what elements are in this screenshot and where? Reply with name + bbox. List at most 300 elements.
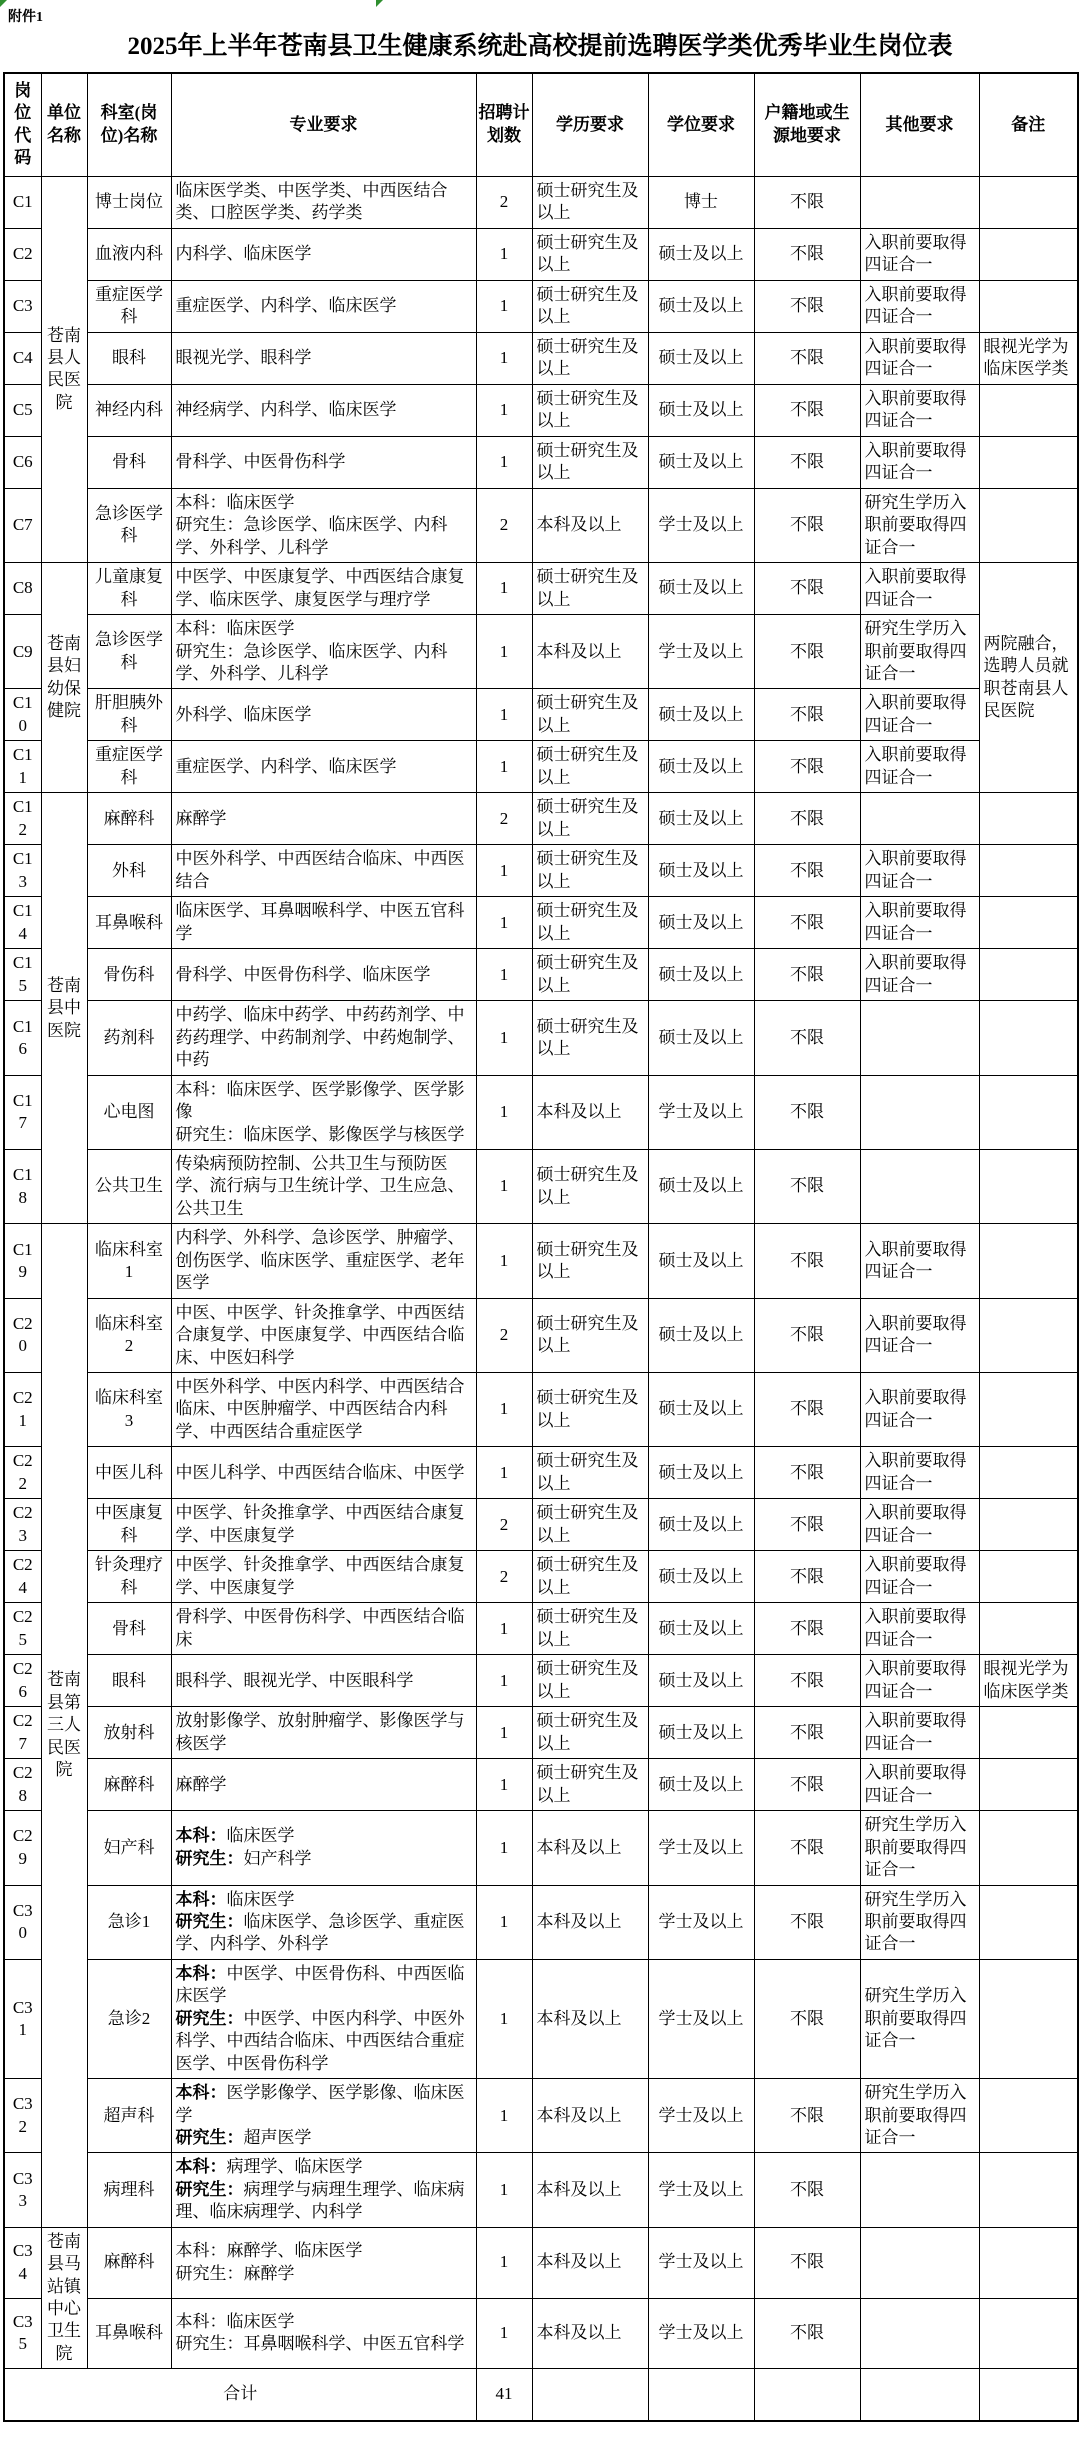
cell-edu-req: 本科及以上	[532, 488, 648, 562]
cell-degree-req: 硕士及以上	[648, 1372, 754, 1446]
cell-position-code: C4	[4, 332, 41, 384]
cell-residency-req: 不限	[754, 1224, 860, 1298]
cell-residency-req: 不限	[754, 1551, 860, 1603]
cell-position-code: C20	[4, 1298, 41, 1372]
table-row	[4, 2298, 1078, 2369]
cell-other-req: 入职前要取得四证合一	[860, 563, 979, 615]
cell-other-req: 入职前要取得四证合一	[860, 741, 979, 793]
cell-dept-name: 急诊医学科	[87, 615, 171, 689]
cell-degree-req: 硕士及以上	[648, 1447, 754, 1499]
cell-majors: 中医学、中医康复学、中西医结合康复学、临床医学、康复医学与理疗学	[171, 563, 476, 615]
cell-plan-count: 1	[476, 1959, 532, 2078]
cell-position-code: C17	[4, 1075, 41, 1149]
cell-plan-count: 1	[476, 2298, 532, 2369]
table-row	[4, 1001, 1078, 1075]
cell-remark	[979, 384, 1078, 436]
cell-position-code: C32	[4, 2079, 41, 2153]
cell-remark	[979, 2079, 1078, 2153]
cell-dept-name: 血液内科	[87, 228, 171, 280]
cell-degree-req: 硕士及以上	[648, 1001, 754, 1075]
cell-remark	[979, 793, 1078, 845]
col-header-residency: 户籍地或生源地要求	[754, 73, 860, 176]
total-residency	[754, 2369, 860, 2421]
cell-dept-name: 急诊2	[87, 1959, 171, 2078]
cell-position-code: C22	[4, 1447, 41, 1499]
cell-residency-req: 不限	[754, 2227, 860, 2298]
cell-position-code: C10	[4, 689, 41, 741]
cell-remark	[979, 1298, 1078, 1372]
cell-degree-req: 硕士及以上	[648, 1551, 754, 1603]
cell-dept-name: 临床科室2	[87, 1298, 171, 1372]
cell-plan-count: 1	[476, 1759, 532, 1811]
cell-remark	[979, 1224, 1078, 1298]
cell-remark	[979, 1499, 1078, 1551]
cell-residency-req: 不限	[754, 2153, 860, 2227]
cell-unit-name: 苍南县中医院	[41, 793, 87, 1224]
cell-majors: 骨科学、中医骨伤科学	[171, 436, 476, 488]
cell-plan-count: 1	[476, 689, 532, 741]
cell-plan-count: 1	[476, 436, 532, 488]
cell-remark	[979, 436, 1078, 488]
cell-degree-req: 学士及以上	[648, 615, 754, 689]
table-row	[4, 1603, 1078, 1655]
cell-other-req: 入职前要取得四证合一	[860, 332, 979, 384]
cell-edu-req: 硕士研究生及以上	[532, 689, 648, 741]
cell-other-req: 研究生学历入职前要取得四证合一	[860, 2079, 979, 2153]
cell-degree-req: 硕士及以上	[648, 1224, 754, 1298]
cell-other-req: 研究生学历入职前要取得四证合一	[860, 615, 979, 689]
cell-residency-req: 不限	[754, 563, 860, 615]
cell-edu-req: 硕士研究生及以上	[532, 741, 648, 793]
cell-plan-count: 1	[476, 1655, 532, 1707]
cell-residency-req: 不限	[754, 897, 860, 949]
cell-plan-count: 1	[476, 332, 532, 384]
col-header-edu: 学历要求	[532, 73, 648, 176]
cell-majors: 本科：医学影像学、医学影像、临床医学 研究生：超声医学	[171, 2079, 476, 2153]
cell-unit-name: 苍南县妇幼保健院	[41, 563, 87, 793]
table-row	[4, 689, 1078, 741]
cell-other-req	[860, 1075, 979, 1149]
cell-plan-count: 1	[476, 741, 532, 793]
cell-other-req	[860, 2227, 979, 2298]
cell-dept-name: 临床科室3	[87, 1372, 171, 1446]
cell-position-code: C30	[4, 1885, 41, 1959]
table-row	[4, 436, 1078, 488]
cell-degree-req: 硕士及以上	[648, 949, 754, 1001]
table-row	[4, 1885, 1078, 1959]
cell-position-code: C15	[4, 949, 41, 1001]
table-row	[4, 384, 1078, 436]
cell-edu-req: 本科及以上	[532, 1075, 648, 1149]
cell-dept-name: 放射科	[87, 1707, 171, 1759]
cell-dept-name: 公共卫生	[87, 1150, 171, 1224]
cell-degree-req: 学士及以上	[648, 2298, 754, 2369]
cell-majors: 本科：麻醉学、临床医学 研究生：麻醉学	[171, 2227, 476, 2298]
cell-position-code: C31	[4, 1959, 41, 2078]
cell-remark: 两院融合，选聘人员就职苍南县人民医院	[979, 563, 1078, 793]
cell-edu-req: 硕士研究生及以上	[532, 1298, 648, 1372]
cell-majors: 放射影像学、放射肿瘤学、影像医学与核医学	[171, 1707, 476, 1759]
cell-majors: 内科学、外科学、急诊医学、肿瘤学、创伤医学、临床医学、重症医学、老年医学	[171, 1224, 476, 1298]
cell-edu-req: 本科及以上	[532, 2079, 648, 2153]
cell-dept-name: 急诊医学科	[87, 488, 171, 562]
cell-remark	[979, 2153, 1078, 2227]
cell-degree-req: 硕士及以上	[648, 1298, 754, 1372]
cell-position-code: C29	[4, 1811, 41, 1885]
cell-dept-name: 神经内科	[87, 384, 171, 436]
cell-position-code: C13	[4, 845, 41, 897]
cell-dept-name: 骨科	[87, 1603, 171, 1655]
header-row	[4, 73, 1078, 176]
cell-other-req: 入职前要取得四证合一	[860, 228, 979, 280]
cell-remark	[979, 1959, 1078, 2078]
table-row	[4, 1811, 1078, 1885]
cell-residency-req: 不限	[754, 741, 860, 793]
cell-majors: 临床医学类、中医学类、中西医结合类、口腔医学类、药学类	[171, 176, 476, 228]
col-header-remark: 备注	[979, 73, 1078, 176]
table-row	[4, 176, 1078, 228]
cell-edu-req: 硕士研究生及以上	[532, 332, 648, 384]
cell-remark	[979, 1885, 1078, 1959]
table-row	[4, 2079, 1078, 2153]
table-row	[4, 615, 1078, 689]
cell-position-code: C24	[4, 1551, 41, 1603]
total-edu	[532, 2369, 648, 2421]
col-header-unit: 单位名称	[41, 73, 87, 176]
cell-position-code: C34	[4, 2227, 41, 2298]
cell-other-req: 入职前要取得四证合一	[860, 1372, 979, 1446]
cell-degree-req: 硕士及以上	[648, 228, 754, 280]
cell-plan-count: 2	[476, 1499, 532, 1551]
cell-dept-name: 中医儿科	[87, 1447, 171, 1499]
cell-majors: 麻醉学	[171, 1759, 476, 1811]
cell-degree-req: 学士及以上	[648, 1959, 754, 2078]
cell-edu-req: 硕士研究生及以上	[532, 845, 648, 897]
col-header-majors: 专业要求	[171, 73, 476, 176]
total-degree	[648, 2369, 754, 2421]
cell-residency-req: 不限	[754, 2079, 860, 2153]
table-row	[4, 1298, 1078, 1372]
cell-degree-req: 硕士及以上	[648, 845, 754, 897]
cell-other-req: 研究生学历入职前要取得四证合一	[860, 488, 979, 562]
table-row	[4, 228, 1078, 280]
total-other	[860, 2369, 979, 2421]
cell-degree-req: 学士及以上	[648, 2227, 754, 2298]
cell-flag-icon	[376, 0, 383, 7]
cell-plan-count: 1	[476, 897, 532, 949]
cell-majors: 眼科学、眼视光学、中医眼科学	[171, 1655, 476, 1707]
cell-plan-count: 1	[476, 1372, 532, 1446]
cell-majors: 中医学、针灸推拿学、中西医结合康复学、中医康复学	[171, 1551, 476, 1603]
cell-majors: 重症医学、内科学、临床医学	[171, 280, 476, 332]
cell-majors: 中医儿科学、中西医结合临床、中医学	[171, 1447, 476, 1499]
cell-position-code: C1	[4, 176, 41, 228]
cell-edu-req: 硕士研究生及以上	[532, 793, 648, 845]
cell-position-code: C26	[4, 1655, 41, 1707]
table-row	[4, 845, 1078, 897]
cell-other-req: 入职前要取得四证合一	[860, 1759, 979, 1811]
table-row	[4, 1655, 1078, 1707]
positions-table	[3, 72, 1079, 2422]
cell-degree-req: 学士及以上	[648, 2153, 754, 2227]
cell-majors: 外科学、临床医学	[171, 689, 476, 741]
cell-degree-req: 硕士及以上	[648, 1655, 754, 1707]
cell-majors: 本科：临床医学、医学影像学、医学影像 研究生：临床医学、影像医学与核医学	[171, 1075, 476, 1149]
cell-dept-name: 骨伤科	[87, 949, 171, 1001]
cell-plan-count: 1	[476, 949, 532, 1001]
cell-edu-req: 硕士研究生及以上	[532, 1447, 648, 1499]
cell-residency-req: 不限	[754, 228, 860, 280]
cell-plan-count: 1	[476, 280, 532, 332]
cell-remark	[979, 1707, 1078, 1759]
cell-remark: 眼视光学为临床医学类	[979, 332, 1078, 384]
cell-plan-count: 2	[476, 176, 532, 228]
cell-edu-req: 硕士研究生及以上	[532, 1603, 648, 1655]
cell-residency-req: 不限	[754, 1372, 860, 1446]
cell-remark	[979, 1372, 1078, 1446]
cell-majors: 本科：病理学、临床医学 研究生：病理学与病理生理学、临床病理、临床病理学、内科学	[171, 2153, 476, 2227]
cell-residency-req: 不限	[754, 1001, 860, 1075]
cell-position-code: C33	[4, 2153, 41, 2227]
total-remark	[979, 2369, 1078, 2421]
total-count: 41	[476, 2369, 532, 2421]
cell-dept-name: 耳鼻喉科	[87, 2298, 171, 2369]
cell-degree-req: 硕士及以上	[648, 897, 754, 949]
cell-majors: 本科：临床医学 研究生：临床医学、急诊医学、重症医学、内科学、外科学	[171, 1885, 476, 1959]
cell-plan-count: 2	[476, 793, 532, 845]
cell-remark	[979, 949, 1078, 1001]
cell-degree-req: 硕士及以上	[648, 1499, 754, 1551]
table-row	[4, 280, 1078, 332]
cell-degree-req: 硕士及以上	[648, 563, 754, 615]
cell-residency-req: 不限	[754, 384, 860, 436]
cell-position-code: C7	[4, 488, 41, 562]
cell-position-code: C19	[4, 1224, 41, 1298]
cell-other-req	[860, 1001, 979, 1075]
cell-plan-count: 1	[476, 1811, 532, 1885]
cell-residency-req: 不限	[754, 2298, 860, 2369]
cell-other-req: 研究生学历入职前要取得四证合一	[860, 1811, 979, 1885]
page-title: 2025年上半年苍南县卫生健康系统赴高校提前选聘医学类优秀毕业生岗位表	[127, 33, 953, 60]
cell-residency-req: 不限	[754, 1885, 860, 1959]
cell-degree-req: 硕士及以上	[648, 1759, 754, 1811]
cell-position-code: C2	[4, 228, 41, 280]
cell-position-code: C3	[4, 280, 41, 332]
cell-edu-req: 硕士研究生及以上	[532, 1707, 648, 1759]
col-header-other: 其他要求	[860, 73, 979, 176]
cell-residency-req: 不限	[754, 332, 860, 384]
col-header-degree: 学位要求	[648, 73, 754, 176]
cell-residency-req: 不限	[754, 176, 860, 228]
cell-dept-name: 妇产科	[87, 1811, 171, 1885]
cell-edu-req: 本科及以上	[532, 615, 648, 689]
cell-degree-req: 硕士及以上	[648, 793, 754, 845]
cell-degree-req: 学士及以上	[648, 1885, 754, 1959]
cell-edu-req: 本科及以上	[532, 2298, 648, 2369]
table-row	[4, 1707, 1078, 1759]
cell-remark	[979, 1811, 1078, 1885]
cell-position-code: C5	[4, 384, 41, 436]
table-row	[4, 1447, 1078, 1499]
cell-position-code: C16	[4, 1001, 41, 1075]
cell-remark	[979, 2298, 1078, 2369]
cell-residency-req: 不限	[754, 280, 860, 332]
cell-residency-req: 不限	[754, 1447, 860, 1499]
cell-edu-req: 硕士研究生及以上	[532, 1499, 648, 1551]
table-row	[4, 1224, 1078, 1298]
cell-majors: 眼视光学、眼科学	[171, 332, 476, 384]
cell-edu-req: 硕士研究生及以上	[532, 436, 648, 488]
cell-dept-name: 重症医学科	[87, 280, 171, 332]
cell-edu-req: 本科及以上	[532, 1811, 648, 1885]
cell-position-code: C6	[4, 436, 41, 488]
cell-plan-count: 2	[476, 1551, 532, 1603]
cell-unit-name: 苍南县马站镇中心卫生院	[41, 2227, 87, 2369]
cell-edu-req: 本科及以上	[532, 2227, 648, 2298]
table-row	[4, 949, 1078, 1001]
cell-other-req: 入职前要取得四证合一	[860, 1707, 979, 1759]
col-header-code: 岗位代码	[4, 73, 41, 176]
cell-majors: 骨科学、中医骨伤科学、临床医学	[171, 949, 476, 1001]
cell-position-code: C35	[4, 2298, 41, 2369]
cell-other-req: 入职前要取得四证合一	[860, 1298, 979, 1372]
cell-majors: 本科：临床医学 研究生：耳鼻咽喉科学、中医五官科学	[171, 2298, 476, 2369]
cell-plan-count: 1	[476, 1075, 532, 1149]
cell-edu-req: 硕士研究生及以上	[532, 1001, 648, 1075]
cell-residency-req: 不限	[754, 1499, 860, 1551]
cell-residency-req: 不限	[754, 1298, 860, 1372]
table-row	[4, 2227, 1078, 2298]
cell-plan-count: 1	[476, 563, 532, 615]
cell-dept-name: 急诊1	[87, 1885, 171, 1959]
cell-degree-req: 硕士及以上	[648, 1707, 754, 1759]
table-row	[4, 563, 1078, 615]
cell-degree-req: 硕士及以上	[648, 1150, 754, 1224]
cell-edu-req: 硕士研究生及以上	[532, 1224, 648, 1298]
cell-plan-count: 1	[476, 2153, 532, 2227]
cell-other-req: 入职前要取得四证合一	[860, 1224, 979, 1298]
cell-remark	[979, 1075, 1078, 1149]
cell-degree-req: 硕士及以上	[648, 436, 754, 488]
cell-edu-req: 硕士研究生及以上	[532, 228, 648, 280]
cell-other-req	[860, 793, 979, 845]
cell-residency-req: 不限	[754, 845, 860, 897]
cell-majors: 中药学、临床中药学、中药药剂学、中药药理学、中药制剂学、中药炮制学、中药	[171, 1001, 476, 1075]
table-row	[4, 488, 1078, 562]
cell-dept-name: 心电图	[87, 1075, 171, 1149]
table-row	[4, 1959, 1078, 2078]
cell-plan-count: 1	[476, 615, 532, 689]
cell-edu-req: 硕士研究生及以上	[532, 1759, 648, 1811]
table-row	[4, 1551, 1078, 1603]
cell-dept-name: 博士岗位	[87, 176, 171, 228]
cell-degree-req: 学士及以上	[648, 1811, 754, 1885]
cell-residency-req: 不限	[754, 1707, 860, 1759]
cell-remark	[979, 1150, 1078, 1224]
table-row	[4, 1372, 1078, 1446]
total-label: 合计	[4, 2369, 476, 2421]
table-row	[4, 332, 1078, 384]
cell-remark	[979, 2227, 1078, 2298]
cell-plan-count: 1	[476, 1224, 532, 1298]
cell-majors: 骨科学、中医骨伤科学、中西医结合临床	[171, 1603, 476, 1655]
cell-other-req: 入职前要取得四证合一	[860, 280, 979, 332]
cell-residency-req: 不限	[754, 1075, 860, 1149]
cell-other-req: 入职前要取得四证合一	[860, 1603, 979, 1655]
cell-remark	[979, 897, 1078, 949]
cell-remark	[979, 1759, 1078, 1811]
cell-majors: 临床医学、耳鼻咽喉科学、中医五官科学	[171, 897, 476, 949]
total-row	[4, 2369, 1078, 2421]
cell-position-code: C14	[4, 897, 41, 949]
table-body	[4, 176, 1078, 2421]
table-row	[4, 793, 1078, 845]
cell-residency-req: 不限	[754, 1759, 860, 1811]
cell-other-req: 入职前要取得四证合一	[860, 384, 979, 436]
cell-edu-req: 本科及以上	[532, 1885, 648, 1959]
cell-dept-name: 麻醉科	[87, 1759, 171, 1811]
cell-remark	[979, 228, 1078, 280]
cell-plan-count: 1	[476, 2079, 532, 2153]
cell-unit-name: 苍南县第三人民医院	[41, 1224, 87, 2227]
cell-dept-name: 麻醉科	[87, 793, 171, 845]
cell-edu-req: 硕士研究生及以上	[532, 563, 648, 615]
cell-residency-req: 不限	[754, 1150, 860, 1224]
cell-dept-name: 重症医学科	[87, 741, 171, 793]
cell-degree-req: 硕士及以上	[648, 1603, 754, 1655]
cell-dept-name: 耳鼻喉科	[87, 897, 171, 949]
cell-other-req: 入职前要取得四证合一	[860, 436, 979, 488]
col-header-dept: 科室(岗位)名称	[87, 73, 171, 176]
cell-edu-req: 硕士研究生及以上	[532, 280, 648, 332]
cell-majors: 中医、中医学、针灸推拿学、中西医结合康复学、中医康复学、中西医结合临床、中医妇科学	[171, 1298, 476, 1372]
cell-majors: 本科：临床医学 研究生：急诊医学、临床医学、内科学、外科学、儿科学	[171, 488, 476, 562]
table-row	[4, 1075, 1078, 1149]
cell-dept-name: 骨科	[87, 436, 171, 488]
cell-other-req: 入职前要取得四证合一	[860, 897, 979, 949]
cell-dept-name: 中医康复科	[87, 1499, 171, 1551]
cell-residency-req: 不限	[754, 1655, 860, 1707]
cell-plan-count: 2	[476, 1298, 532, 1372]
cell-residency-req: 不限	[754, 488, 860, 562]
cell-majors: 本科：临床医学 研究生：急诊医学、临床医学、内科学、外科学、儿科学	[171, 615, 476, 689]
cell-degree-req: 博士	[648, 176, 754, 228]
cell-residency-req: 不限	[754, 949, 860, 1001]
cell-majors: 神经病学、内科学、临床医学	[171, 384, 476, 436]
cell-degree-req: 学士及以上	[648, 1075, 754, 1149]
cell-dept-name: 药剂科	[87, 1001, 171, 1075]
cell-dept-name: 病理科	[87, 2153, 171, 2227]
cell-remark	[979, 280, 1078, 332]
cell-plan-count: 1	[476, 1150, 532, 1224]
attachment-label: 附件1	[8, 10, 43, 25]
cell-plan-count: 1	[476, 1707, 532, 1759]
cell-edu-req: 硕士研究生及以上	[532, 176, 648, 228]
cell-other-req: 入职前要取得四证合一	[860, 845, 979, 897]
cell-position-code: C25	[4, 1603, 41, 1655]
cell-other-req	[860, 2153, 979, 2227]
cell-other-req: 入职前要取得四证合一	[860, 949, 979, 1001]
table-row	[4, 2153, 1078, 2227]
cell-edu-req: 硕士研究生及以上	[532, 384, 648, 436]
cell-position-code: C28	[4, 1759, 41, 1811]
cell-majors: 本科：中医学、中医骨伤科、中西医临床医学 研究生：中医学、中医内科学、中医外科学、中西结合临床、中西医结合重症医学、中医骨伤科学	[171, 1959, 476, 2078]
cell-remark: 眼视光学为临床医学类	[979, 1655, 1078, 1707]
cell-edu-req: 硕士研究生及以上	[532, 1551, 648, 1603]
cell-degree-req: 硕士及以上	[648, 689, 754, 741]
cell-flag-icon	[0, 0, 7, 7]
cell-residency-req: 不限	[754, 1959, 860, 2078]
